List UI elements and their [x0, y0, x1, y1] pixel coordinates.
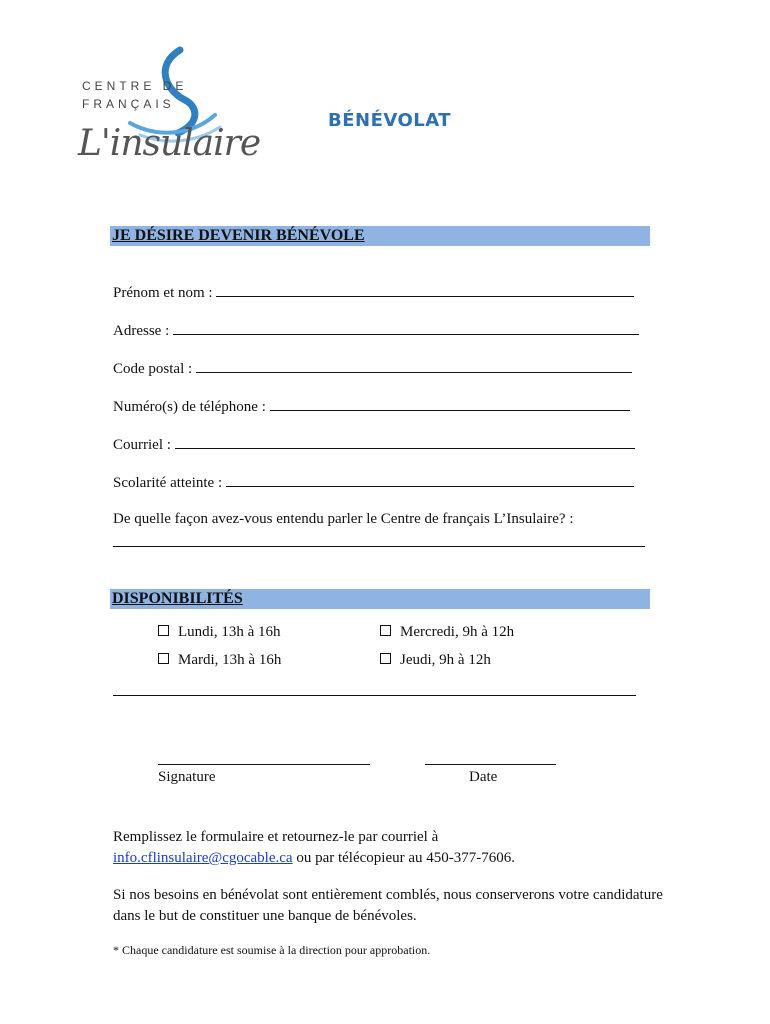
- logo-text-line2: FRANÇAIS: [82, 97, 175, 111]
- checkbox-wednesday[interactable]: [380, 624, 514, 641]
- checkbox-label: Mardi, 13h à 16h: [178, 652, 282, 668]
- signature-label: Signature: [158, 769, 216, 785]
- section-title-availability: DISPONIBILITÉS: [112, 590, 243, 607]
- name-field[interactable]: [113, 283, 634, 302]
- date-label: Date: [469, 769, 498, 785]
- heard-about-blank[interactable]: [113, 546, 645, 547]
- email-label: Courriel :: [113, 437, 171, 453]
- waitlist-paragraph: Si nos besoins en bénévolat sont entièrement comblés, nous conserverons votre candidature dans le but de constituer une banque de bénévoles.: [113, 887, 663, 924]
- checkbox-monday[interactable]: [158, 624, 281, 641]
- address-field[interactable]: [113, 321, 639, 340]
- checkbox-icon[interactable]: [380, 653, 391, 664]
- address-blank[interactable]: [173, 321, 639, 335]
- logo: [70, 45, 261, 175]
- checkbox-thursday[interactable]: [380, 652, 491, 669]
- signature-line[interactable]: [158, 764, 370, 765]
- checkbox-label: Lundi, 13h à 16h: [178, 624, 281, 640]
- checkbox-icon[interactable]: [158, 625, 169, 636]
- date-line[interactable]: [425, 764, 556, 765]
- phone-blank[interactable]: [270, 397, 630, 411]
- email-field[interactable]: [113, 435, 635, 454]
- logo-script-text: L'insulaire: [78, 123, 261, 164]
- approval-note: * Chaque candidature est soumise à la direction pour approbation.: [113, 943, 431, 957]
- availability-notes-line[interactable]: [113, 695, 636, 696]
- education-label: Scolarité atteinte :: [113, 475, 223, 491]
- postal-code-blank[interactable]: [196, 359, 632, 373]
- checkbox-tuesday[interactable]: [158, 652, 281, 669]
- heard-about-field: [113, 511, 573, 528]
- education-blank[interactable]: [226, 473, 634, 487]
- checkbox-icon[interactable]: [158, 653, 169, 664]
- section-header-volunteer: [110, 226, 650, 246]
- instructions-suffix: ou par télécopieur au 450-377-7606.: [292, 850, 515, 866]
- email-blank[interactable]: [175, 435, 635, 449]
- checkbox-icon[interactable]: [380, 625, 391, 636]
- section-title-volunteer: JE DÉSIRE DEVENIR BÉNÉVOLE: [112, 227, 365, 244]
- phone-label: Numéro(s) de téléphone :: [113, 399, 266, 415]
- page-title: BÉNÉVOLAT: [328, 110, 452, 131]
- checkbox-label: Mercredi, 9h à 12h: [400, 624, 515, 640]
- logo-text-line1: CENTRE DE: [82, 79, 188, 93]
- postal-code-field[interactable]: [113, 359, 632, 378]
- instructions-prefix: Remplissez le formulaire et retournez-le par courriel à: [113, 829, 439, 845]
- section-header-availability: [110, 589, 650, 609]
- email-link[interactable]: info.cflinsulaire@cgocable.ca: [113, 850, 293, 866]
- checkbox-label: Jeudi, 9h à 12h: [400, 652, 491, 668]
- heard-about-label: De quelle façon avez-vous entendu parler le Centre de français L’Insulaire? :: [113, 511, 574, 527]
- postal-code-label: Code postal :: [113, 361, 193, 377]
- address-label: Adresse :: [113, 323, 170, 339]
- name-blank[interactable]: [216, 283, 634, 297]
- name-label: Prénom et nom :: [113, 285, 213, 301]
- phone-field[interactable]: [113, 397, 630, 416]
- instructions-paragraph: [113, 827, 673, 869]
- education-field[interactable]: [113, 473, 634, 492]
